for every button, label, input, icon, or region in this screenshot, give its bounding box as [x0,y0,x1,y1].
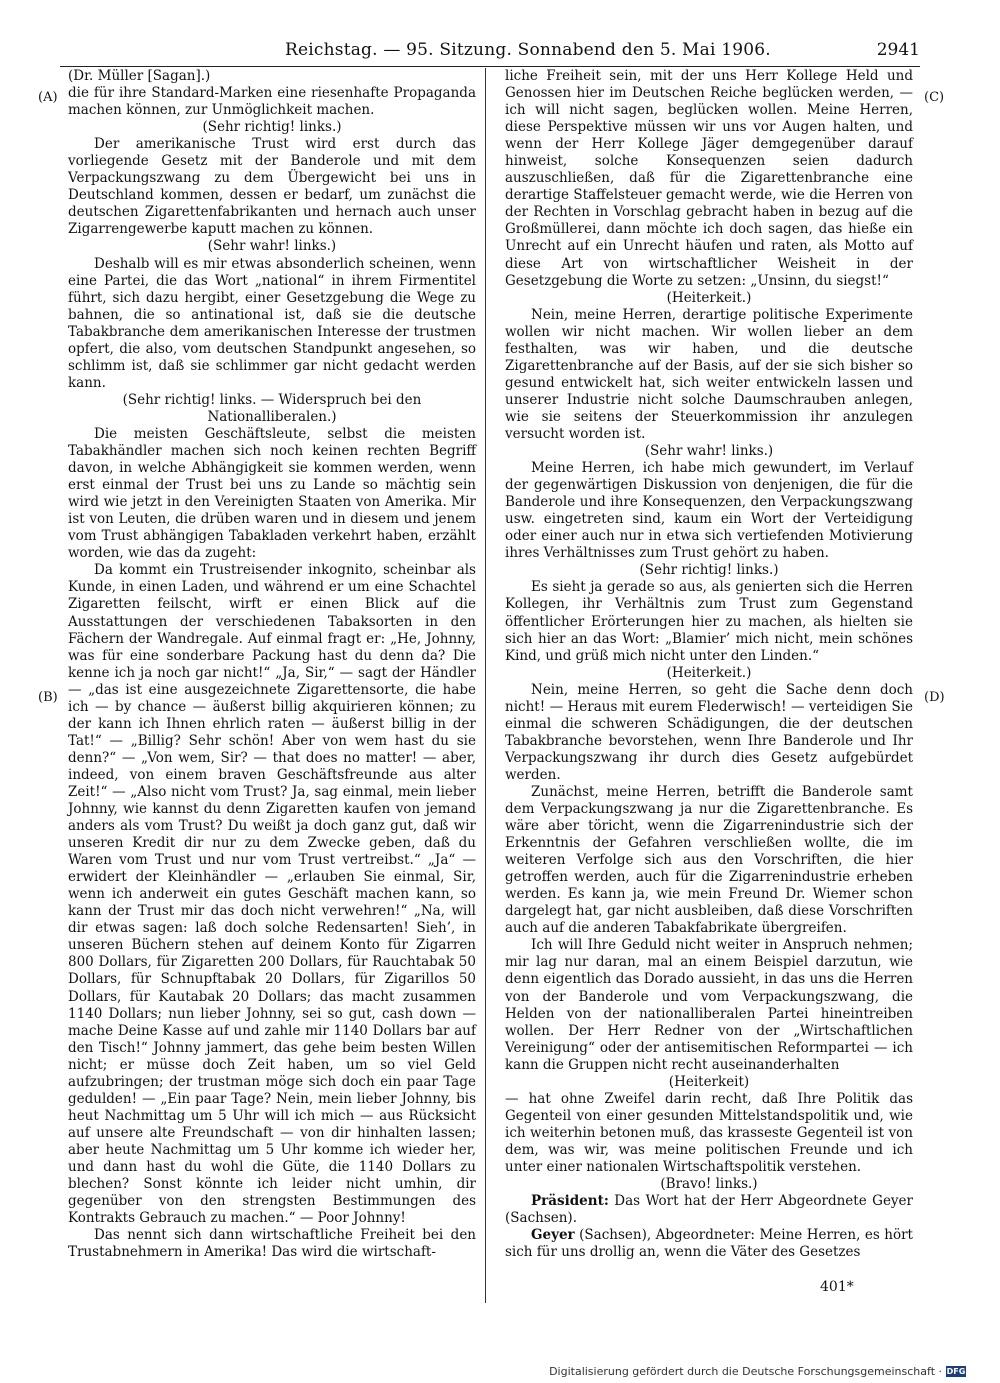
paragraph: Das nennt sich dann wirtschaftliche Freiheit bei den Trustabnehmern in Amerika! Das wird die wirtschaft- [68,1227,476,1261]
footer-text: Digitalisierung gefördert durch die Deutsche Forschungsgemeinschaft · [549,1364,942,1378]
margin-mark-c: (C) [924,90,945,105]
paragraph: Die meisten Geschäftsleute, selbst die meisten Tabakhändler machen sich noch keinen rechten Begriff davon, in welche Abhängigkeit sie kommen werden, wenn erst einmal der Trust bei uns zu Lande so mächtig sein wird wie jetzt in den Vereinigten Staaten von Amerika. Mir ist von Leuten, die drüben waren und in diesem und jenem vom Trust abhängigen Tabakladen verkehrt haben, erzählt worden, wie das da zugeht: [68,425,476,562]
running-title: Reichstag. — 95. Sitzung. Sonnabend den 5. Mai 1906. [285,40,771,60]
paragraph: Der amerikanische Trust wird erst durch das vorliegende Gesetz mit der Banderole und mit dem Verpackungszwang zu dem Übergewicht bei uns in Deutschland kommen, dessen er bedarf, um zunächst die deutschen Zigarettenfabrikanten und hernach auch unser Zigarrengewerbe kaputt machen zu können. [68,136,476,238]
interjection: (Sehr wahr! links.) [207,238,337,255]
president-statement [505,1193,913,1227]
paragraph: Meine Herren, ich habe mich gewundert, im Verlauf der gegenwärtigen Diskussion von denjenigen, die für die Banderole und ihre Konsequenzen, den Verpackungszwang usw. eingetreten sind, kaum ein Wort der Verteidigung oder einer auch nur in etwa sich vertiefenden Motivierung ihres Verhältnisses zum Trust gehört zu haben. [505,460,913,562]
paragraph: Deshalb will es mir etwas absonderlich scheinen, wenn eine Partei, die das Wort „national“ in ihrem Firmentitel führt, sich dazu hergibt, einer Gesetzgebung die Wege zu bahnen, die so antinational ist, daß sie die deutsche Tabakbranche dem amerikanischen Interesse der trustmen opfert, die also, vom deutschen Standpunkt angesehen, so schlimm ist, daß sie schlimmer gar nicht gedacht werden kann. [68,255,476,391]
column-divider [485,68,486,1303]
page-header [60,38,920,67]
speaker-text: (Sachsen), Abgeordneter: Meine Herren, es hört sich für uns drollig an, wenn die Väter des Gesetzes [505,1227,913,1261]
speaker-label: Geyer [531,1227,575,1244]
interjection: (Sehr richtig! links. — Widerspruch bei den Nationalliberalen.) [122,391,422,425]
paragraph: Da kommt ein Trustreisender inkognito, scheinbar als Kunde, in einen Laden, und während er um eine Schachtel Zigaretten feilscht, wirft er einen Blick auf die Ausstattungen der verschiedenen Tabaksorten in den Fächern der Wandregale. Auf einmal fragt er: „He, Johnny, was für eine sonderbare Packung hast du denn da? Die kenne ich ja noch gar nicht!“ „Ja, Sir,“ — sagt der Händler — „das ist eine ausgezeichnete Zigarettensorte, die habe ich — by chance — äußerst billig akquirieren können; zu der kann ich Ihnen ehrlich raten — äußerst billig in der Tat!“ — „Billig? Sehr schön! Aber von wem hast du sie denn?“ — „Von wem, Sir? — that does no matter! — aber, indeed, von einem braven Geschäftsfreunde aus alter Zeit!“ — „Also nicht vom Trust? Ja, sag einmal, mein lieber Johnny, wie kannst du denn Zigaretten kaufen von jemand anders als vom Trust? Du weißt ja doch ganz gut, daß wir unseren Kredit dir nur zu dem Zwecke geben, daß du Waren vom Trust und nur vom Trust vertreibst.“ „Ja“ — erwidert der Kleinhändler — „erlauben Sie einmal, Sir, wenn ich anderweit ein gutes Geschäft machen kann, so kann der Trust mir das doch nicht verwehren!“ „Na, will dir etwas sagen: laß doch solche Redensarten! Sieh’, in unseren Büchern stehen auf deinem Konto für Zigarren 800 Dollars, für Zigaretten 200 Dollars, für Rauchtabak 50 Dollars, für Schnupftabak 20 Dollars, für Zigarillos 50 Dollars, für Kautabak 20 Dollars; das macht zusammen 1140 Dollars; nun lieber Johnny, sei so gut, cash down — mache Deine Kasse auf und zahle mir 1140 Dollars bar auf den Tisch!“ Johnny jammert, das gehe beim besten Willen nicht; er müsse doch Zeit haben, um so viel Geld aufzubringen; der trustman möge sich doch ein paar Tage gedulden! — „Ein paar Tage? Nein, mein lieber Johnny, bis heut Nachmittag um 5 Uhr will ich mich — aus Rücksicht auf unsere alte Freundschaft — von dir hinhalten lassen; aber heute Nachmittag um 5 Uhr komme ich wieder her, und dann hast du wohl die Güte, die 1140 Dollars zu blechen? Sonst könnte ich leider nicht umhin, dir gegenüber von den strengsten Bestimmungen des Kontrakts Gebrauch zu machen.“ — Poor Johnny! [68,562,476,1227]
paragraph: Nein, meine Herren, derartige politische Experimente wollen wir nicht machen. Wir wollen lieber an dem festhalten, was wir haben, und die deutsche Zigarettenbranche auf der Basis, auf der sie sich bisher so gesund entwickelt hat, sich weiter entwickeln lassen und unserer Industrie nicht solche Daumschrauben anlegen, wie sie seitens der Steuerkommission ihr anzulegen versucht worden ist. [505,306,913,442]
margin-mark-a: (A) [38,90,58,105]
digitization-footer [549,1364,966,1378]
interjection: (Sehr richtig! links.) [639,562,779,579]
interjection: (Heiterkeit) [668,1073,750,1090]
interjection: (Heiterkeit.) [666,289,752,306]
sheet-signature: 401* [820,1279,854,1295]
paragraph: die für ihre Standard-Marken eine riesenhafte Propaganda machen können, zur Unmöglichkeit machen. [68,85,476,119]
speaker-statement [505,1227,913,1261]
margin-mark-d: (D) [924,690,945,705]
margin-mark-b: (B) [38,690,58,705]
interjection: (Sehr wahr! links.) [644,443,774,460]
paragraph: Zunächst, meine Herren, betrifft die Banderole samt dem Verpackungszwang ja nur die Zigarettenbranche. Es wäre aber töricht, wenn die Zigarrenindustrie sich der Erkenntnis der Gefahren verschließen wollte, die im weiteren Verfolge sich aus den Vorschriften, die hier getroffen werden, auch für die Zigarrenindustrie erheben werden. Es kann ja, wie mein Freund Dr. Wiemer schon dargelegt hat, gar nicht ausbleiben, daß diese Vorschriften auch auf die anderen Tabakfabrikate übergreifen. [505,783,913,937]
interjection: (Heiterkeit.) [666,664,752,681]
interjection: (Sehr richtig! links.) [202,119,342,136]
speaker-continued: (Dr. Müller [Sagan].) [68,68,211,84]
paragraph: Ich will Ihre Geduld nicht weiter in Anspruch nehmen; mir lag nur daran, mal an einem Beispiel darzutun, wie denn eigentlich das Dorado aussieht, in das uns die Herren von der Banderole und vom Verpackungszwang, die Helden von der nationalliberalen Partei hineintreiben wollen. Der Herr Redner von der „Wirtschaftlichen Vereinigung“ oder der antisemitischen Reformpartei — ich kann die Gruppen nicht recht auseinanderhalten [505,937,913,1073]
president-label: Präsident: [531,1193,609,1210]
paragraph: Es sieht ja gerade so aus, als genierten sich die Herren Kollegen, ihr Verhältnis zum Trust zum Gegenstand öffentlicher Erörterungen hier zu machen, als hielten sie sich hier an das Wort: „Blamier’ mich nicht, mein schönes Kind, und grüß mich nicht unter den Linden.“ [505,579,913,664]
paragraph: — hat ohne Zweifel darin recht, daß Ihre Politik das Gegenteil von einer gesunden Mittelstandspolitik und, wie ich weiterhin betonen muß, das krasseste Gegenteil ist von dem, was wir, was meine politischen Freunde und ich unter einer nationalen Wirtschaftspolitik verstehen. [505,1090,913,1175]
right-column [505,68,913,1261]
left-column [68,68,476,1261]
paragraph: Nein, meine Herren, so geht die Sache denn doch nicht! — Heraus mit eurem Flederwisch! — verteidigen Sie einmal die schweren Schädigungen, die der deutschen Tabakbranche bevorstehen, wenn Ihre Banderole und Ihr Verpackungszwang ihr durch dies Gesetz aufgebürdet werden. [505,681,913,783]
interjection: (Bravo! links.) [660,1176,758,1193]
president-text: Das Wort hat der Herr Abgeordnete Geyer (Sachsen). [505,1193,914,1227]
dfg-logo-icon[interactable]: DFG [946,1366,966,1376]
paragraph: liche Freiheit sein, mit der uns Herr Kollege Held und Genossen hier im Deutschen Reiche beglücken werden, — ich will nicht sagen, beglücken wollen. Meine Herren, diese Perspektive müssen wir uns vor Augen halten, und wenn der Herr Kollege Jäger demgegenüber darauf hinweist, solche Konsequenzen seien dadurch auszuschließen, daß für die Zigarettenbranche eine derartige Staffelsteuer gemacht werde, wie die Herren von der Rechten in Vorschlag gebracht haben in bezug auf die Großmüllerei, dann möchte ich doch sagen, das hieße ein Unrecht auf ein Unrecht häufen und raten, als Motto auf diese Art von wirtschaftlicher Weisheit in der Gesetzgebung die Worte zu setzen: „Unsinn, du siegst!“ [505,68,913,289]
page-number: 2941 [876,40,920,60]
